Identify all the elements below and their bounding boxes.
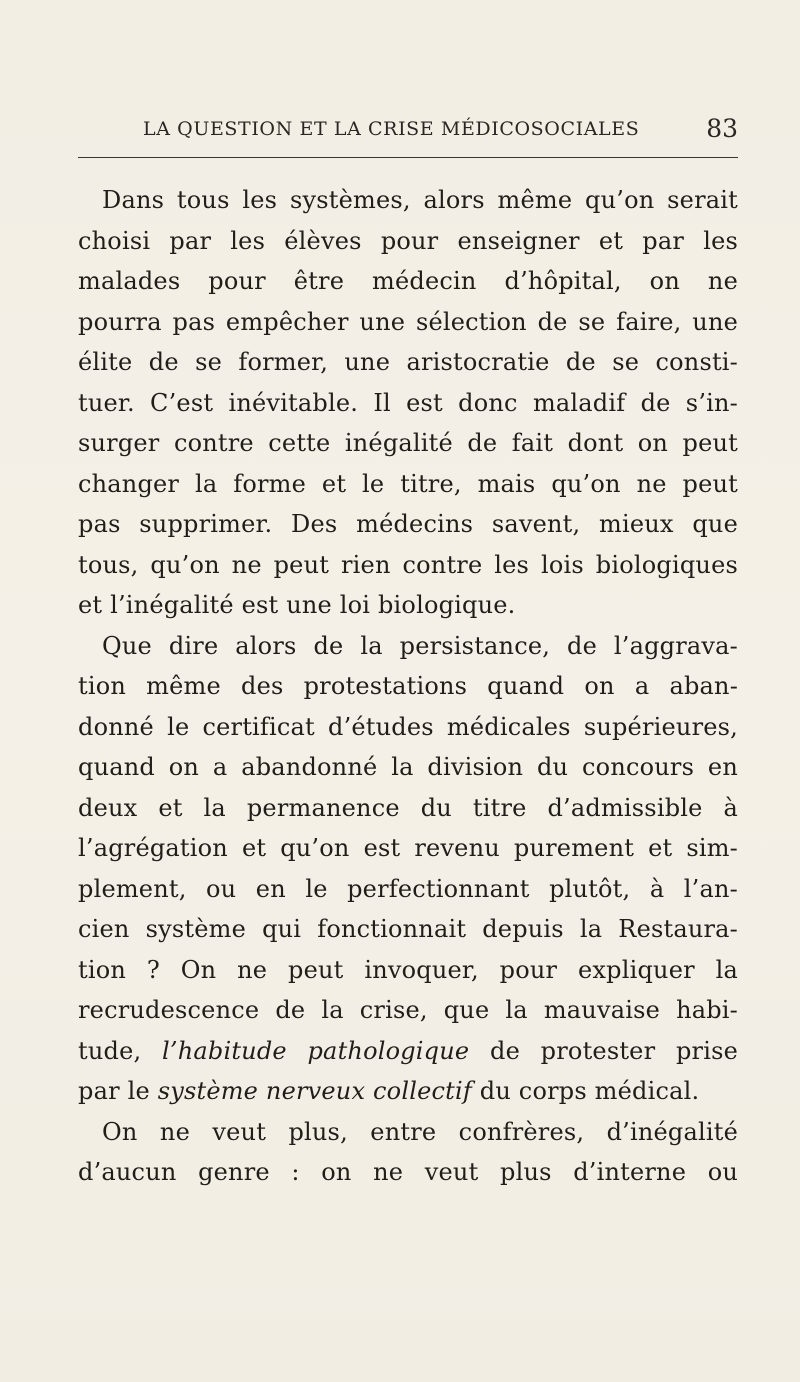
text-line: deux et la permanence du titre d’admissible à (78, 793, 738, 822)
text-line: et l’inégalité est une loi biologique. (78, 591, 516, 619)
text-line: cien système qui fonctionnait depuis la Restaura- (78, 915, 738, 943)
text-line (78, 1071, 738, 1112)
text-line: donné le certificat d’études médicales supérieures, (78, 712, 738, 741)
text-line: changer la forme et le titre, mais qu’on ne peut (78, 469, 738, 498)
text-line: pourra pas empêcher une sélection de se faire, une (78, 307, 738, 336)
text-run: par le (78, 1077, 158, 1105)
text-line (78, 1031, 738, 1072)
text-line: Que dire alors de la persistance, de l’aggrava- (102, 631, 738, 660)
text-run: tude, (78, 1036, 163, 1065)
text-line: choisi par les élèves pour enseigner et par les (78, 226, 738, 255)
italic-text-run: l’habitude pathologique (162, 1036, 470, 1065)
running-title: LA QUESTION ET LA CRISE MÉDICOSOCIALES (143, 118, 640, 140)
page-number: 83 (706, 114, 738, 143)
text-line: recrudescence de la crise, que la mauvaise habi- (78, 996, 738, 1024)
page-header (78, 116, 738, 152)
text-line: malades pour être médecin d’hôpital, on ne (78, 267, 738, 295)
body-text (78, 180, 738, 1193)
text-line: plement, ou en le perfectionnant plutôt, à l’an- (78, 874, 738, 903)
text-line: surger contre cette inégalité de fait dont on peut (78, 429, 738, 457)
text-line: quand on a abandonné la division du concours en (78, 753, 738, 781)
text-run: de protester prise (469, 1036, 738, 1065)
text-run: du corps médical. (471, 1077, 700, 1105)
text-line: élite de se former, une aristocratie de se consti- (78, 348, 738, 376)
text-line: pas supprimer. Des médecins savent, mieux que (78, 510, 738, 538)
text-line: tion ? On ne peut invoquer, pour expliquer la (78, 955, 738, 984)
text-line: l’agrégation et qu’on est revenu purement et sim- (78, 834, 738, 862)
text-line: On ne veut plus, entre confrères, d’inégalité (102, 1117, 738, 1146)
italic-text-run: système nerveux collectif (157, 1077, 472, 1105)
header-rule (78, 157, 738, 158)
text-line: tion même des protestations quand on a aban- (78, 672, 738, 700)
text-line: Dans tous les systèmes, alors même qu’on serait (102, 186, 738, 214)
text-line: tuer. C’est inévitable. Il est donc maladif de s’in- (78, 388, 738, 417)
text-line: d’aucun genre : on ne veut plus d’interne ou (78, 1158, 738, 1186)
text-line: tous, qu’on ne peut rien contre les lois biologiques (78, 550, 738, 579)
